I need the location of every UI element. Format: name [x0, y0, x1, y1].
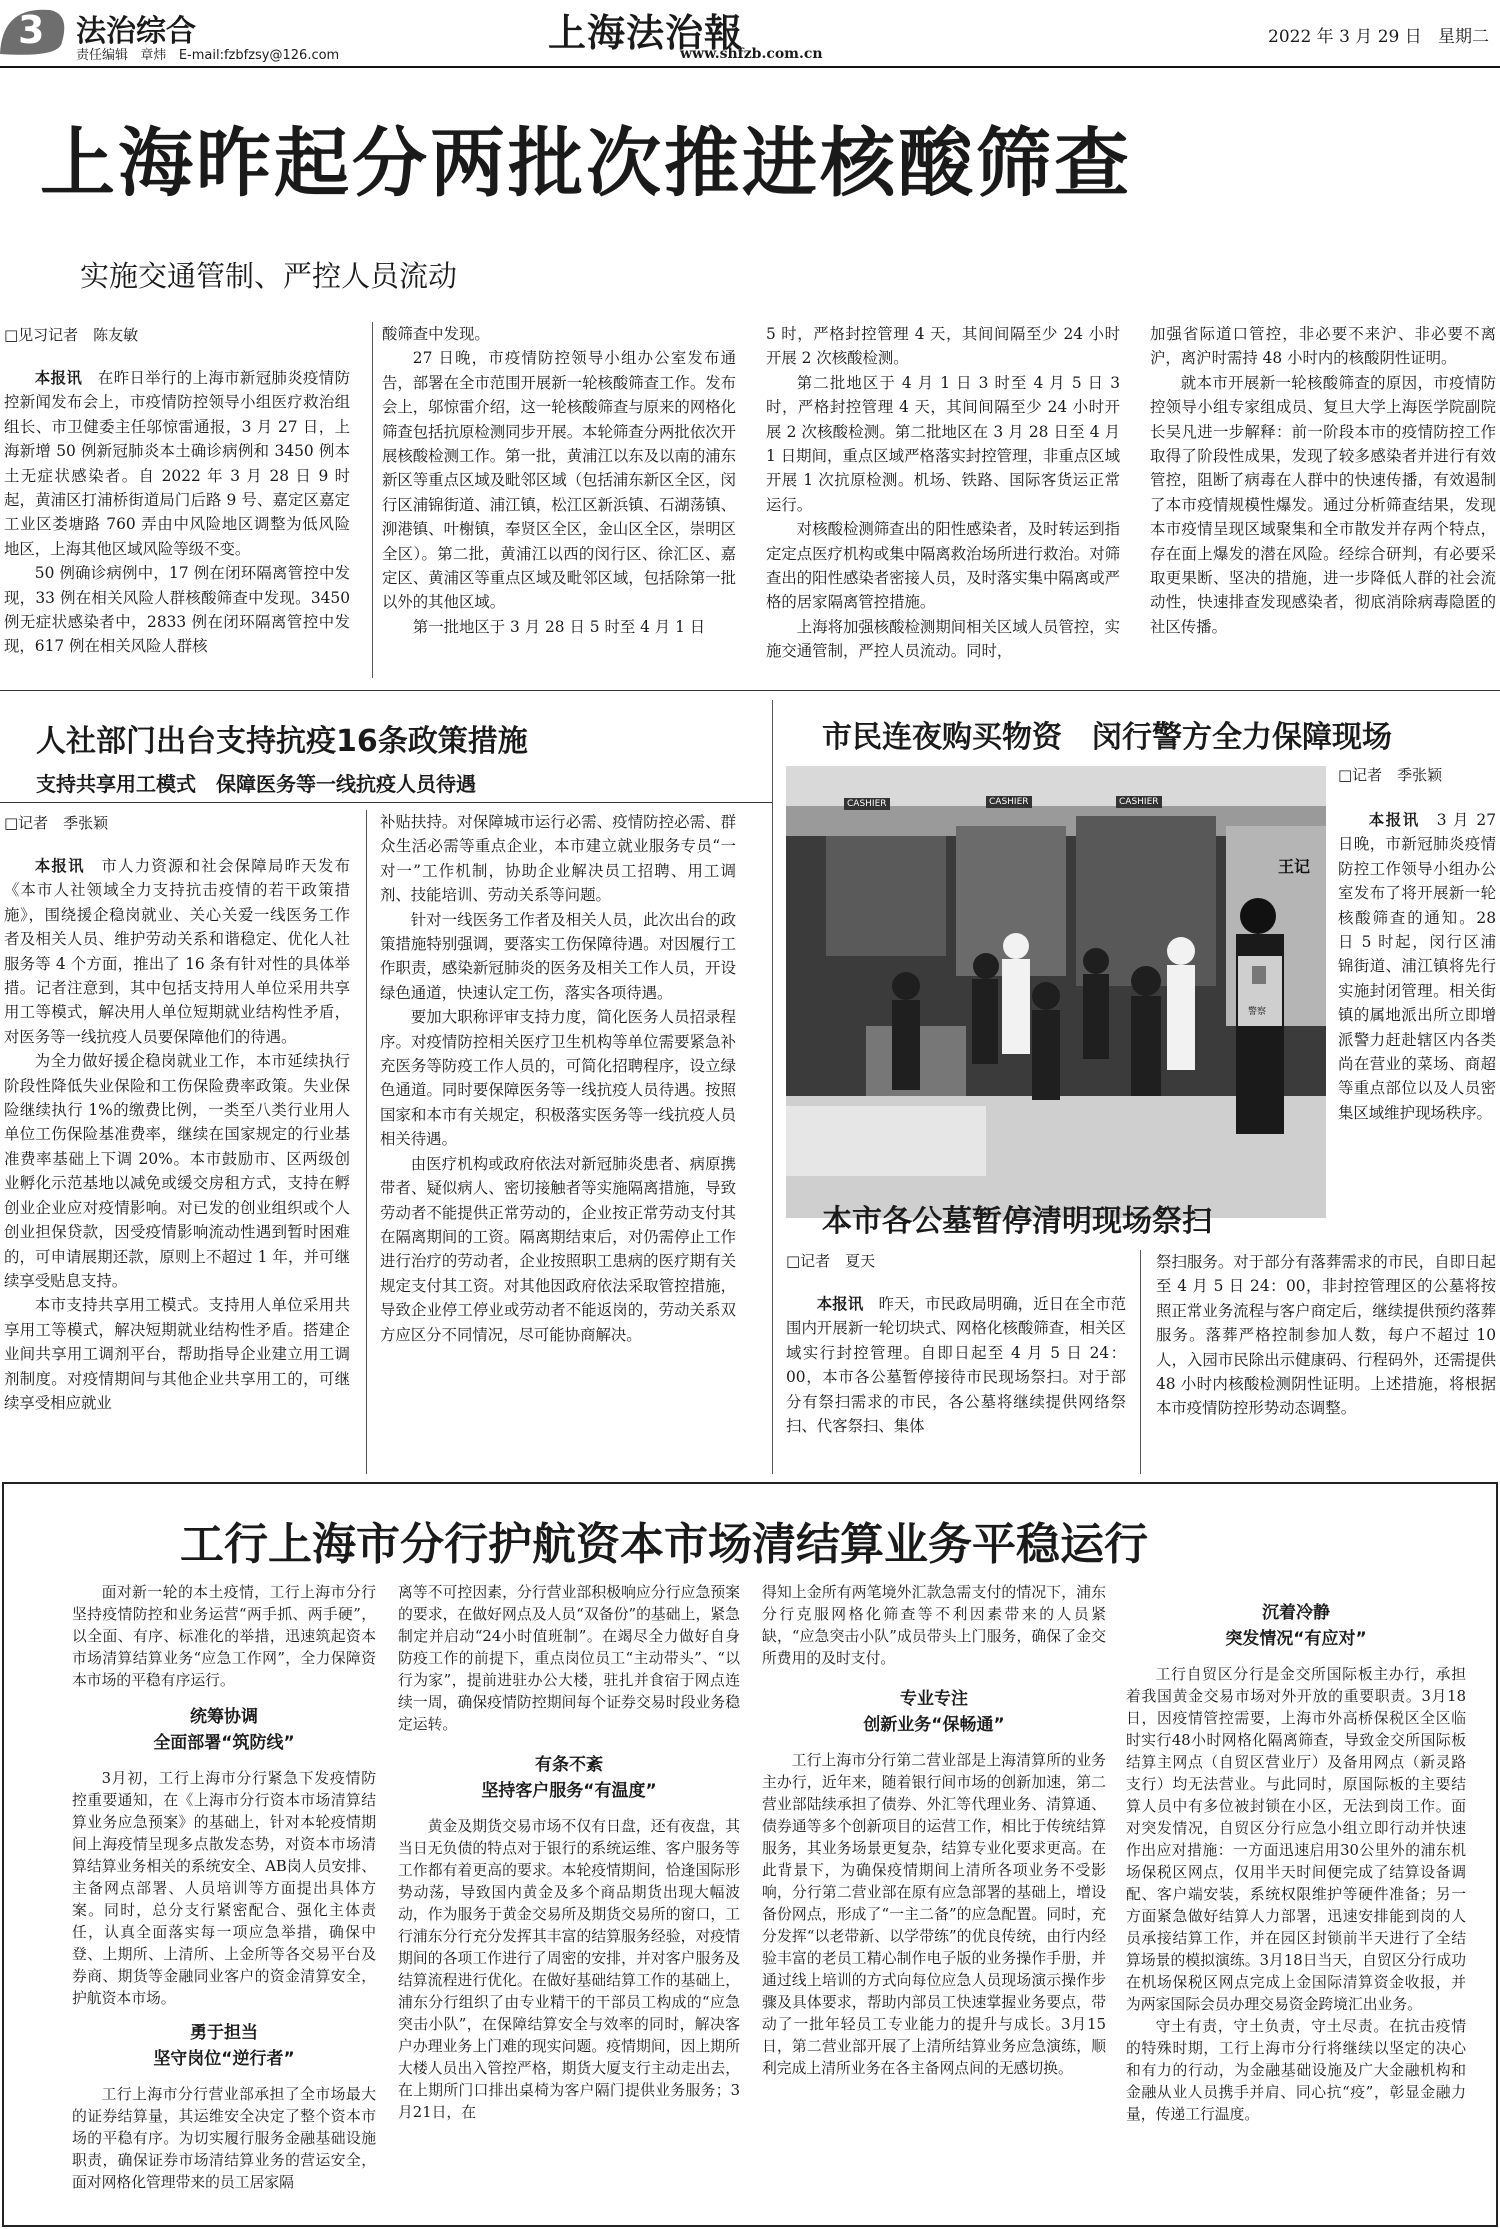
article2-headline: 人社部门出台支持抗疫16条政策措施: [36, 724, 528, 759]
article5-subhead-5b: 突发情况“有应对”: [1225, 1629, 1367, 1649]
supermarket-photo: [786, 766, 1326, 1218]
article4-col1: [786, 1292, 1126, 1472]
article1-divider: [372, 322, 373, 678]
article1-subtitle: 实施交通管制、严控人员流动: [80, 259, 458, 293]
article5-subhead-4a: 专业专注: [900, 1689, 968, 1709]
article4-para: 本报讯 昨天，市民政局明确，近日在全市范围内开展新一轮切块式、网格化核酸筛查，相关区域实行封控管理。自即日起至 4 月 5 日 24：00，本市各公墓暂停接待市民现场祭扫。对于部分有祭扫需求的市民，各公墓将继续提供网络祭扫、代客祭扫、集体: [786, 1295, 1126, 1436]
masthead: 上海法治報: [548, 10, 744, 55]
photo-sign-shop: 王记: [1278, 857, 1311, 876]
article3-lead: 本报讯: [1368, 811, 1420, 829]
article5-para: 离等不可控因素，分行营业部积极响应分行应急预案的要求，在做好网点及人员“双备份”的基础上，紧急制定并启动“24小时值班制”。在竭尽全力做好自身防疫工作的前提下，重点岗位员工“主动带头”、“以行为家”，提前进驻办公大楼，驻扎并食宿于网点连续一周，确保疫情防控期间每个证券交易时段业务稳定运转。: [398, 1584, 740, 1733]
article5-para: 工行上海市分行营业部承担了全市场最大的证券结算量，其运维安全决定了整个资本市场的平稳有序。为切实履行服务金融基础设施职责，确保证券市场清结算业务的营运安全，面对网格化管理带来的员工居家隔: [72, 2086, 376, 2191]
article2-para: 要加大职称评审支持力度，简化医务人员招录程序。对疫情防控相关医疗卫生机构等单位需要紧急补充医务等防疫工作人员的，可简化招聘程序，设立绿色通道。同时要保障医务等一线抗疫人员待遇。按照国家和本市有关规定，积极落实医务等一线抗疫人员相关待遇。: [380, 1008, 736, 1149]
article3-para: 本报讯 3 月 27 日晚，市新冠肺炎疫情防控工作领导小组办公室发布了将开展新一轮核酸筛查的通知。28 日 5 时起，闵行区浦锦街道、浦江镇将先行实施封闭管理。相关街镇的属地派出所立即增派警力赶赴辖区内各类尚在营业的菜场、商超等重点部位以及人员密集区域维护现场秩序。: [1338, 811, 1496, 1122]
photo-sign-cashier-2: CASHIER: [986, 796, 1032, 808]
article2-para: 为全力做好援企稳岗就业工作，本市延续执行阶段性降低失业保险和工伤保险费率政策。失业保险继续执行 1%的缴费比例，一类至八类行业用人单位工伤保险基准费率，继续在国家规定的行业基准费率基础上下调 20%。本市鼓励市、区两级创业孵化示范基地以减免或缓交房租方式，支持在孵创业企业应对疫情影响。对已发的创业组织或个人创业担保贷款，因受疫情影响流动性遇到暂时困难的，可申请展期还款，原则上不超过 1 年，并可继续享受贴息支持。: [4, 1052, 350, 1290]
article5-para: 面对新一轮的本土疫情，工行上海市分行坚持疫情防控和业务运营“两手抓、两手硬”，以全面、有序、标准化的举措，迅速筑起资本市场清算结算业务“应急工作网”，全力保障资本市场的平稳有序运行。: [72, 1584, 376, 1689]
article3-headline: 市民连夜购买物资 闵行警方全力保障现场: [822, 720, 1392, 755]
photo-police-badge: 警察: [1248, 1007, 1267, 1017]
editor-name: 章炜: [140, 48, 167, 63]
article1-para: 就本市开展新一轮核酸筛查的原因，市疫情防控领导小组专家组成员、复旦大学上海医学院副院长吴凡进一步解释：前一阶段本市的疫情防控工作取得了阶段性成果，发现了较多感染者并进行有效管控，阻断了病毒在人群中的快速传播，有效遏制了本市疫情规模性爆发。通过分析筛查结果，发现本市疫情呈现区域聚集和全市散发并存两个特点，存在面上爆发的潜在风险。经综合研判，有必要采取更果断、坚决的措施，进一步降低人群的社会流动性，快速排查发现感染者，彻底消除病毒隐匿的社区传播。: [1150, 373, 1496, 636]
article1-lead: 本报讯: [34, 369, 83, 387]
section-title: 法治综合: [76, 14, 196, 49]
article2-para: 本报讯 市人力资源和社会保障局昨天发布《本市人社领域全力支持抗击疫情的若干政策措施》，围绕援企稳岗就业、关心关爱一线医务工作者及相关人员、维护劳动关系和谐稳定、优化人社服务等 4 个方面，推出了 16 条有针对性的具体举措。记者注意到，其中包括支持用人单位采用共享用工等模式，解决用人单位短期就业结构性矛盾，对医务等一线抗疫人员要保障他们的待遇。: [4, 857, 350, 1046]
issue-date: [1268, 22, 1489, 47]
header-rule: [0, 66, 1500, 68]
article1-byline: □见习记者 陈友敏: [4, 326, 139, 344]
article2-para: 补贴扶持。对保障城市运行必需、疫情防控必需、群众生活必需等重点企业，本市建立就业服务专员“一对一”工作机制，协助企业解决员工招聘、用工调剂、技能培训、劳动关系等问题。: [380, 813, 736, 905]
article1-para: 第二批地区于 4 月 1 日 3 时至 4 月 5 日 3 时，严格封控管理 4 天，其间间隔至少 24 小时开展 2 次核酸检测。第二批地区在 3 月 28 日至 4 月 1 日期间，重点区域严格落实封控管理，非重点区域开展 1 次抗原检测。机场、铁路、国际客货运正常运行。: [766, 373, 1120, 514]
photo-sign-cashier-3: CASHIER: [1116, 796, 1162, 808]
article1-para: 第一批地区于 3 月 28 日 5 时至 4 月 1 日: [412, 617, 706, 636]
article5-subhead-3b: 坚持客户服务“有温度”: [481, 1781, 657, 1801]
article5-para: 3月初，工行上海市分行紧急下发疫情防控重要通知，在《上海市分行资本市场清算结算业务应急预案》的基础上，针对本轮疫情期间上海疫情呈现多点散发态势，对资本市场清算结算业务相关的系统安全、AB岗人员安排、主备网点部署、人员培训等方面提出具体方案。同时，总分支行紧密配合、强化主体责任，认真全面落实每一项应急举措，确保中登、上期所、上清所、上金所等各交易平台及券商、期货等金融同业客户的资金清算安全，护航资本市场。: [72, 1770, 376, 2007]
page-number: 3: [18, 8, 45, 52]
article2-sub-rule: [0, 802, 772, 803]
article4-col2: [1156, 1250, 1496, 1474]
article3-photo: [786, 766, 1326, 1218]
article5-para: 守土有责，守土负责，守土尽责。在抗击疫情的特殊时期，工行上海市分行将继续以坚定的决心和有力的行动，为金融基础设施及广大金融机构和金融从业人员携手并肩、同心抗“疫”，彰显金融力量，传递工行温度。: [1126, 2018, 1466, 2123]
article2-para: 针对一线医务工作者及相关人员，此次出台的政策措施特别强调，要落实工伤保障待遇。对因履行工作职责，感染新冠肺炎的医务及相关工作人员，开设绿色通道，快速认定工伤，落实各项待遇。: [380, 910, 736, 1002]
article5-subhead-1a: 统筹协调: [190, 1707, 258, 1727]
article1-headline: 上海昨起分两批次推进核酸筛查: [40, 119, 1133, 207]
article1-para: 5 时，严格封控管理 4 天，其间间隔至少 24 小时开展 2 次核酸检测。: [766, 325, 1120, 368]
article4-para: 祭扫服务。对于部分有落葬需求的市民，自即日起至 4 月 5 日 24：00，非封控管理区的公墓将按照正常业务流程与客户商定后，继续提供预约落葬服务。落葬严格控制参加人数，每户不超过 10 人，入园市民除出示健康码、行程码外，还需提供 48 小时内核酸检测阴性证明。上述措施，将根据本市疫情防控形势动态调整。: [1156, 1253, 1496, 1418]
article-divider-vertical: [772, 700, 773, 1474]
article4-byline: □记者 夏天: [786, 1252, 876, 1270]
article2-col1: [4, 854, 350, 1474]
article1-col1: [4, 366, 350, 678]
article2-divider: [366, 810, 367, 1474]
editor-line: [76, 44, 339, 63]
editor-email: E-mail:fzbfzsy@126.com: [178, 48, 340, 63]
article5-col2: [398, 1582, 740, 2222]
article5-subhead-3a: 有条不紊: [535, 1755, 603, 1775]
article1-para: 对核酸检测筛查出的阳性感染者，及时转运到指定定点医疗机构或集中隔离救治场所进行救治。对筛查出的阳性感染者密接人员，及时落实集中隔离或严格的居家隔离管控措施。: [766, 520, 1120, 612]
article2-byline: □记者 季张颖: [4, 814, 109, 832]
photo-sign-cashier-1: CASHIER: [844, 798, 890, 810]
article5-subhead-2a: 勇于担当: [190, 2023, 258, 2043]
article1-para: 上海将加强核酸检测期间相关区域人员管控，实施交通管制，严控人员流动。同时，: [766, 617, 1120, 661]
article1-bottom-rule: [0, 690, 1500, 691]
article4-lead: 本报讯: [816, 1295, 864, 1313]
page-number-badge: [0, 2, 66, 62]
article1-para: 加强省际道口管控，非必要不来沪、非必要不离沪，离沪时需持 48 小时内的核酸阴性证明。: [1150, 325, 1496, 368]
article5-subhead-4b: 创新业务“保畅通”: [863, 1715, 1005, 1735]
article1-col4: [1150, 322, 1496, 678]
article5-headline: 工行上海市分行护航资本市场清结算业务平稳运行: [180, 1519, 1148, 1570]
article1-para: 27 日晚，市疫情防控领导小组办公室发布通告，部署在全市范围开展新一轮核酸筛查工作。发布会上，邬惊雷介绍，这一轮核酸筛查与原来的网格化筛查包括抗原检测同步开展。本轮筛查分两批依次开展核酸检测工作。第一批，黄浦江以东及以南的浦东新区等重点区域及毗邻区域（包括浦东新区全区，闵行区浦锦街道、浦江镇，松江区新浜镇、石湖荡镇、泖港镇、叶榭镇，奉贤区全区，金山区全区，崇明区全区）。第二批，黄浦江以西的闵行区、徐汇区、嘉定区、黄浦区等重点区域及毗邻区域，包括除第一批以外的其他区域。: [382, 349, 736, 612]
article3-body: [1338, 808, 1496, 1228]
article1-para: 本报讯 在昨日举行的上海市新冠肺炎疫情防控新闻发布会上，市疫情防控领导小组医疗救治组组长、市卫健委主任邬惊雷通报，3 月 27 日，上海新增 50 例新冠肺炎本土确诊病例和 3450 例本土无症状感染者。自 2022 年 3 月 28 日 9 时起，黄浦区打浦桥街道局门后路 9 号、嘉定区嘉定工业区娄塘路 760 弄由中风险地区调整为低风险地区，上海其他区域风险等级不变。: [4, 369, 350, 558]
article2-col2: [380, 810, 736, 1474]
article5-para: 工行自贸区分行是金交所国际板主办行，承担着我国黄金交易市场对外开放的重要职责。3月18日，因疫情管控需要，上海市外高桥保税区全区临时实行48小时网格化隔离筛查，导致金交所国际板结算主网点（自贸区营业厅）及备用网点（新灵路支行）均无法营业。与此同时，原国际板的主要结算人员中有多位被封锁在小区，无法到岗工作。面对突发情况，自贸区分行应急小组立即行动并快速作出应对措施：一方面迅速启用30公里外的浦东机场保税区网点，仅用半天时间便完成了结算设备调配、客户端安装，系统权限维护等硬件准备；另一方面紧急做好结算人力部署，迅速安排能到岗的人员承接结算工作，并在园区封锁前半天进行了全结算场景的模拟演练。3月18日当天，自贸区分行成功在机场保税区网点完成上金国际清算资金收报，并为两家国际会员办理交易资金跨境汇出业务。: [1126, 1666, 1466, 2013]
article2-para: 本市支持共享用工模式。支持用人单位采用共享用工等模式，解决短期就业结构性矛盾。搭建企业间共享用工调剂平台，帮助指导企业建立用工调剂制度。对疫情期间与其他企业共享用工的，可继续享受相应就业: [4, 1296, 350, 1412]
article3-byline: □记者 季张颖: [1338, 766, 1443, 784]
article4-divider: [1140, 1250, 1141, 1474]
article4-headline: 本市各公墓暂停清明现场祭扫: [822, 1204, 1212, 1239]
article2-para: 由医疗机构或政府依法对新冠肺炎患者、病原携带者、疑似病人、密切接触者等实施隔离措施，导致劳动者不能提供正常劳动的，企业按正常劳动支付其在隔离期间的工资。隔离期结束后，对仍需停止工作进行治疗的劳动者，企业按照职工患病的医疗期有关规定支付其工资。对其他因政府依法采取管控措施，导致企业停工停业或劳动者不能返岗的，劳动关系双方应区分不同情况，尽可能协商解决。: [380, 1154, 736, 1344]
website-url: www.shfzb.com.cn: [680, 46, 823, 62]
article1-para: 50 例确诊病例中，17 例在闭环隔离管控中发现，33 例在相关风险人群核酸筛查中发现。3450 例无症状感染者中，2833 例在闭环隔离管控中发现，617 例在相关风险人群核: [4, 564, 350, 656]
article2-subtitle: 支持共享用工模式 保障医务等一线抗疫人员待遇: [36, 772, 476, 796]
article2-lead: 本报讯: [34, 857, 85, 875]
weekday-text: 星期二: [1437, 27, 1489, 47]
article5-subhead-5a: 沉着冷静: [1262, 1603, 1330, 1623]
article5-para: 黄金及期货交易市场不仅有日盘，还有夜盘，其当日无负债的特点对于银行的系统运维、客户服务等工作都有着更高的要求。本轮疫情期间，恰逢国际形势动荡，导致国内黄金及多个商品期货出现大幅波动，作为服务于黄金交易所及期货交易所的窗口，工行浦东分行充分发挥其丰富的结算服务经验，对疫情期间的各项工作进行了周密的安排，并对客户服务及结算流程进行优化。在做好基础结算工作的基础上，浦东分行组织了由专业精干的干部员工构成的“应急突击小队”，在保障结算安全与效率的同时，解决客户办理业务上门难的现实问题。疫情期间，因上期所大楼人员出入管控严格，期货大厦支行主动走出去，在上期所门口排出桌椅为客户隔门提供业务服务；3月21日，在: [398, 1818, 740, 2121]
article5-subhead-1b: 全面部署“筑防线”: [153, 1733, 295, 1753]
article5-para: 工行上海市分行第二营业部是上海清算所的业务主办行，近年来，随着银行间市场的创新加速，第二营业部陆续承担了债券、外汇等代理业务、清算通、债券通等多个创新项目的运营工作，相比于传统结算服务，其业务场景更复杂，结算专业化要求更高。在此背景下，为确保疫情期间上清所各项业务不受影响，分行第二营业部在原有应急部署的基础上，增设备份网点，形成了“一主二备”的应急配置。同时，充分发挥“以老带新、以学带练”的优良传统，由行内经验丰富的老员工精心制作电子版的业务操作手册，并通过线上培训的方式向每位应急人员现场演示操作步骤及具体要求，帮助内部员工快速掌握业务要点，带动了一批年轻员工专业能力的提升与成长。3月15日，第二营业部开展了上清所结算业务应急演练，顺利完成上清所业务在各主备网点间的无感切换。: [762, 1752, 1106, 2077]
article1-col3: [766, 322, 1120, 678]
article5-col1: [72, 1582, 376, 2222]
article1-para: 酸筛查中发现。: [382, 325, 490, 343]
article5-subhead-2b: 坚守岗位“逆行者”: [153, 2049, 295, 2069]
article5-para: 得知上金所有两笔境外汇款急需支付的情况下，浦东分行克服网格化筛查等不利因素带来的人员紧缺，“应急突击小队”成员带头上门服务，确保了金交所费用的及时支付。: [762, 1584, 1106, 1667]
editor-label: 责任编辑: [76, 48, 129, 63]
article1-col2: [382, 322, 736, 678]
article5-col3: [762, 1582, 1106, 2222]
article5-col4: [1126, 1582, 1466, 2222]
date-text: 2022 年 3 月 29 日: [1268, 27, 1422, 47]
